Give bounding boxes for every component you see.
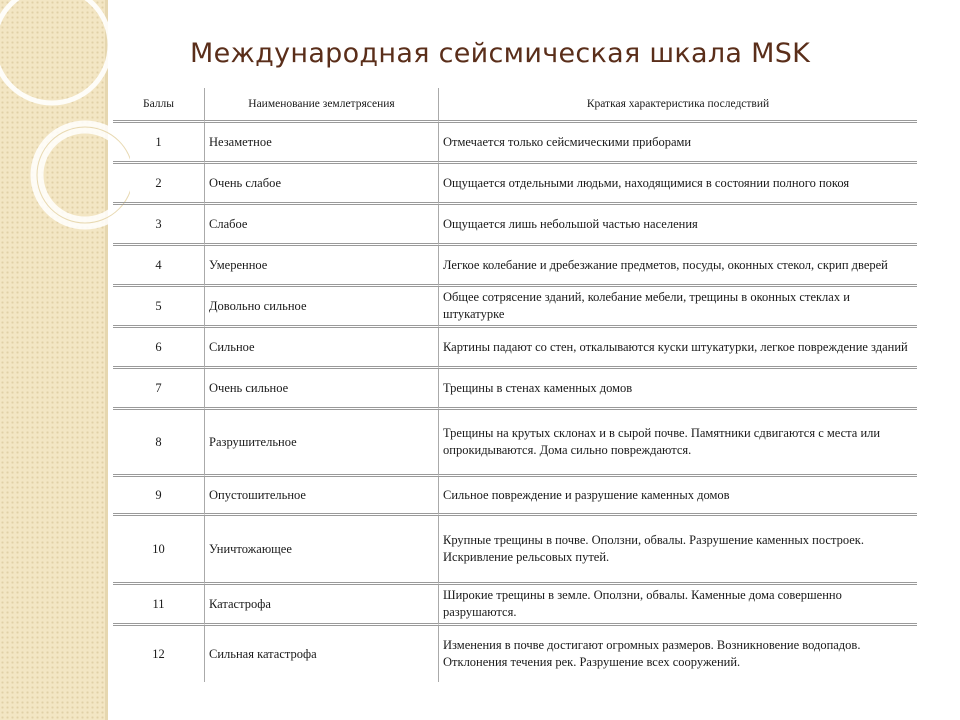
name-cell: Разрушительное (205, 410, 439, 477)
name-cell: Незаметное (205, 123, 439, 164)
table-row (113, 164, 917, 205)
description-cell: Ощущается лишь небольшой частью населения (439, 205, 917, 246)
score-cell: 4 (113, 246, 205, 287)
description-cell: Отмечается только сейсмическими приборами (439, 123, 917, 164)
name-cell: Очень слабое (205, 164, 439, 205)
name-cell: Сильное (205, 328, 439, 369)
name-cell: Уничтожающее (205, 516, 439, 585)
header-name: Наименование землетрясения (205, 88, 439, 123)
description-cell: Крупные трещины в почве. Оползни, обвалы. Разрушение каменных построек. Искривление рельсовых путей. (439, 516, 917, 585)
name-cell: Опустошительное (205, 477, 439, 516)
score-cell: 12 (113, 626, 205, 682)
score-cell: 6 (113, 328, 205, 369)
decorative-rings (0, 0, 130, 260)
score-cell: 7 (113, 369, 205, 410)
description-cell: Легкое колебание и дребезжание предметов, посуды, оконных стекол, скрип дверей (439, 246, 917, 287)
name-cell: Умеренное (205, 246, 439, 287)
description-cell: Ощущается отдельными людьми, находящимися в состоянии полного покоя (439, 164, 917, 205)
description-cell: Картины падают со стен, откалываются куски штукатурки, легкое повреждение зданий (439, 328, 917, 369)
score-cell: 2 (113, 164, 205, 205)
table-row (113, 328, 917, 369)
name-cell: Слабое (205, 205, 439, 246)
description-cell: Сильное повреждение и разрушение каменных домов (439, 477, 917, 516)
table-row (113, 516, 917, 585)
name-cell: Катастрофа (205, 585, 439, 626)
description-cell: Изменения в почве достигают огромных размеров. Возникновение водопадов. Отклонения течения рек. Разрушение всех сооружений. (443, 638, 861, 669)
score-cell: 8 (113, 410, 205, 477)
header-score: Баллы (113, 88, 205, 123)
name-cell: Сильная катастрофа (205, 626, 439, 682)
table-row (113, 626, 917, 682)
description-cell: Широкие трещины в земле. Оползни, обвалы. Каменные дома совершенно разрушаются. (439, 585, 917, 626)
score-cell: 5 (113, 287, 205, 328)
description-cell: Трещины на крутых склонах и в сырой почве. Памятники сдвигаются с места или опрокидываются. Дома сильно повреждаются. (439, 410, 917, 477)
table-row (113, 246, 917, 287)
score-cell: 3 (113, 205, 205, 246)
score-cell: 1 (113, 123, 205, 164)
score-cell: 9 (113, 477, 205, 516)
table-row (113, 410, 917, 477)
table-row (113, 123, 917, 164)
score-cell: 11 (113, 585, 205, 626)
table-row (113, 585, 917, 626)
table-row (113, 369, 917, 410)
name-cell: Очень сильное (205, 369, 439, 410)
table-row (113, 287, 917, 328)
table-row (113, 477, 917, 516)
description-cell: Трещины в стенах каменных домов (439, 369, 917, 410)
table-row (113, 205, 917, 246)
page-title: Международная сейсмическая шкала MSK (190, 38, 811, 69)
header-description: Краткая характеристика последствий (439, 88, 917, 123)
score-cell: 10 (113, 516, 205, 585)
name-cell: Довольно сильное (205, 287, 439, 328)
table-header-row (113, 88, 917, 123)
msk-scale-table (113, 88, 917, 682)
description-cell: Общее сотрясение зданий, колебание мебели, трещины в оконных стеклах и штукатурке (439, 287, 917, 328)
